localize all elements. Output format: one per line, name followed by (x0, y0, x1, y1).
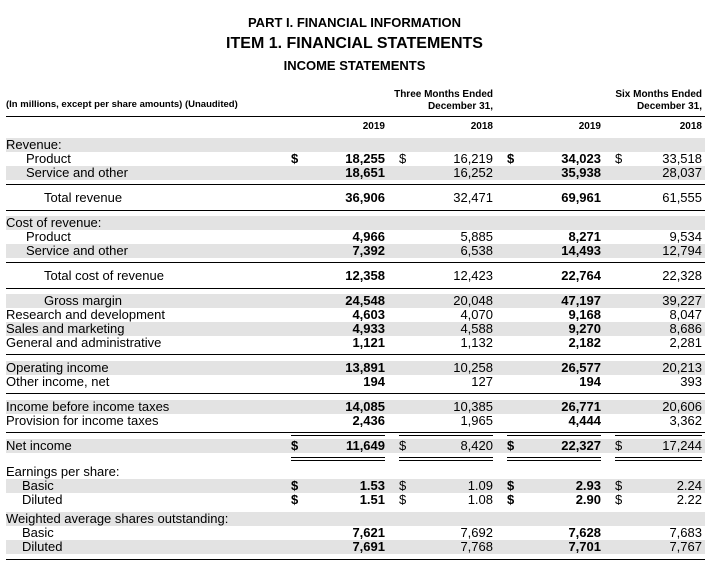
six-months-header-line1: Six Months Ended (615, 89, 702, 100)
table-row (6, 308, 705, 322)
cell-value: 11,649 (345, 438, 385, 453)
currency-symbol: $ (399, 492, 407, 507)
table-row (6, 414, 705, 428)
cell-value: 35,938 (561, 165, 601, 180)
cell-value: 1,965 (460, 413, 493, 428)
table-row (6, 493, 705, 507)
table-row (6, 216, 705, 230)
cell-value: 9,534 (669, 229, 702, 244)
cell-value: 2,436 (352, 413, 385, 428)
cell-value: 13,891 (345, 360, 385, 375)
column-rule (507, 435, 601, 436)
row-label: Weighted average shares outstanding: (6, 511, 229, 526)
cell-value: 20,048 (453, 293, 493, 308)
table-row (6, 269, 705, 283)
row-label: Total revenue (44, 190, 123, 205)
cell-value: 127 (471, 374, 493, 389)
cell-value: 4,603 (352, 307, 385, 322)
year-col-1: 2019 (362, 121, 385, 132)
cell-value: 12,794 (662, 243, 702, 258)
currency-symbol: $ (507, 438, 515, 453)
cell-value: 2,182 (568, 335, 601, 350)
six-months-header-line2: December 31, (636, 101, 702, 112)
column-rule (507, 457, 601, 458)
row-label: Service and other (26, 165, 128, 180)
cell-value: 14,493 (561, 243, 601, 258)
table-row (6, 479, 705, 493)
column-rule (291, 457, 385, 458)
cell-value: 12,358 (345, 268, 385, 283)
cell-value: 7,767 (669, 539, 702, 554)
cell-value: 34,023 (561, 151, 601, 166)
row-label: Gross margin (44, 293, 123, 308)
column-rule (399, 460, 493, 461)
currency-symbol: $ (615, 438, 623, 453)
cell-value: 1.09 (467, 478, 493, 493)
currency-symbol: $ (507, 478, 515, 493)
row-label: Sales and marketing (6, 321, 125, 336)
row-divider (6, 262, 705, 263)
row-label: Operating income (6, 360, 109, 375)
cell-value: 20,213 (662, 360, 702, 375)
cell-value: 393 (680, 374, 702, 389)
cell-value: 5,885 (460, 229, 493, 244)
column-rule (291, 435, 385, 436)
cell-value: 4,933 (352, 321, 385, 336)
column-rule (291, 460, 385, 461)
cell-value: 8,686 (669, 321, 702, 336)
cell-value: 8,271 (568, 229, 601, 244)
row-label: Basic (22, 525, 54, 540)
currency-symbol: $ (615, 151, 623, 166)
row-label: Diluted (22, 539, 63, 554)
cell-value: 24,548 (345, 293, 385, 308)
cell-value: 2.90 (575, 492, 601, 507)
cell-value: 26,771 (561, 399, 601, 414)
cell-value: 6,538 (460, 243, 493, 258)
row-label: Service and other (26, 243, 128, 258)
cell-value: 2.93 (575, 478, 601, 493)
year-col-3: 2019 (578, 121, 601, 132)
cell-value: 2,281 (669, 335, 702, 350)
column-rule (615, 457, 702, 458)
cell-value: 22,764 (561, 268, 601, 283)
cell-value: 9,270 (568, 321, 601, 336)
cell-value: 7,701 (568, 539, 601, 554)
table-row (6, 322, 705, 336)
cell-value: 4,966 (352, 229, 385, 244)
cell-value: 18,255 (345, 151, 385, 166)
cell-value: 194 (363, 374, 385, 389)
cell-value: 12,423 (453, 268, 493, 283)
table-row (6, 512, 705, 526)
cell-value: 47,197 (561, 293, 601, 308)
cell-value: 8,420 (460, 438, 493, 453)
three-months-header-line1: Three Months Ended (394, 89, 493, 100)
row-divider (6, 432, 705, 433)
part-title: PART I. FINANCIAL INFORMATION (247, 15, 462, 30)
cell-value: 7,683 (669, 525, 702, 540)
row-divider (6, 393, 705, 394)
item-title: ITEM 1. FINANCIAL STATEMENTS (226, 35, 483, 52)
three-months-header-line2: December 31, (427, 101, 493, 112)
header-rule (6, 116, 705, 117)
table-row (6, 191, 705, 205)
cell-value: 1,132 (460, 335, 493, 350)
cell-value: 1.53 (359, 478, 385, 493)
statement-title: INCOME STATEMENTS (283, 58, 426, 73)
cell-value: 194 (579, 374, 601, 389)
cell-value: 9,168 (568, 307, 601, 322)
cell-value: 10,258 (453, 360, 493, 375)
cell-value: 33,518 (662, 151, 702, 166)
cell-value: 7,621 (352, 525, 385, 540)
cell-value: 1.08 (467, 492, 493, 507)
currency-symbol: $ (399, 478, 407, 493)
column-rule (615, 435, 702, 436)
row-label: Earnings per share: (6, 464, 120, 479)
six-months-header (615, 89, 702, 113)
table-row (6, 465, 705, 479)
table-row (6, 166, 705, 180)
cell-value: 17,244 (662, 438, 702, 453)
cell-value: 28,037 (662, 165, 702, 180)
currency-symbol: $ (399, 438, 407, 453)
row-divider (6, 184, 705, 185)
cell-value: 22,328 (662, 268, 702, 283)
row-label: Provision for income taxes (6, 413, 159, 428)
cell-value: 36,906 (345, 190, 385, 205)
row-label: General and administrative (6, 335, 162, 350)
row-label: Other income, net (6, 374, 110, 389)
cell-value: 4,070 (460, 307, 493, 322)
cell-value: 20,606 (662, 399, 702, 414)
cell-value: 7,628 (568, 525, 601, 540)
cell-value: 4,444 (568, 413, 601, 428)
cell-value: 18,651 (345, 165, 385, 180)
row-label: Cost of revenue: (6, 215, 102, 230)
table-note: (In millions, except per share amounts) (Unaudited) (6, 99, 238, 110)
cell-value: 2.24 (676, 478, 702, 493)
cell-value: 22,327 (561, 438, 601, 453)
row-label: Revenue: (6, 137, 62, 152)
table-row (6, 244, 705, 258)
cell-value: 7,692 (460, 525, 493, 540)
row-label: Product (26, 229, 71, 244)
cell-value: 3,362 (669, 413, 702, 428)
cell-value: 16,219 (453, 151, 493, 166)
cell-value: 61,555 (662, 190, 702, 205)
cell-value: 2.22 (676, 492, 702, 507)
table-row (6, 336, 705, 350)
row-label: Research and development (6, 307, 165, 322)
cell-value: 7,691 (352, 539, 385, 554)
column-rule (399, 457, 493, 458)
cell-value: 7,768 (460, 539, 493, 554)
row-divider (6, 559, 705, 560)
year-col-2: 2018 (470, 121, 493, 132)
row-label: Product (26, 151, 71, 166)
table-row (6, 439, 705, 453)
cell-value: 14,085 (345, 399, 385, 414)
column-rule (399, 435, 493, 436)
cell-value: 1.51 (359, 492, 385, 507)
table-row (6, 526, 705, 540)
row-label: Total cost of revenue (44, 268, 164, 283)
currency-symbol: $ (291, 151, 299, 166)
cell-value: 8,047 (669, 307, 702, 322)
cell-value: 4,588 (460, 321, 493, 336)
cell-value: 39,227 (662, 293, 702, 308)
cell-value: 69,961 (561, 190, 601, 205)
currency-symbol: $ (291, 438, 299, 453)
table-row (6, 540, 705, 554)
row-label: Income before income taxes (6, 399, 170, 414)
cell-value: 16,252 (453, 165, 493, 180)
table-row (6, 294, 705, 308)
row-divider (6, 210, 705, 211)
currency-symbol: $ (507, 151, 515, 166)
currency-symbol: $ (615, 478, 623, 493)
row-label: Net income (6, 438, 72, 453)
currency-symbol: $ (615, 492, 623, 507)
year-col-4: 2018 (679, 121, 702, 132)
column-rule (615, 460, 702, 461)
table-row (6, 400, 705, 414)
cell-value: 32,471 (453, 190, 493, 205)
row-label: Diluted (22, 492, 63, 507)
currency-symbol: $ (291, 492, 299, 507)
table-row (6, 138, 705, 152)
currency-symbol: $ (399, 151, 407, 166)
cell-value: 10,385 (453, 399, 493, 414)
cell-value: 1,121 (352, 335, 385, 350)
cell-value: 26,577 (561, 360, 601, 375)
row-label: Basic (22, 478, 54, 493)
row-divider (6, 288, 705, 289)
table-row (6, 361, 705, 375)
cell-value: 7,392 (352, 243, 385, 258)
currency-symbol: $ (507, 492, 515, 507)
column-rule (507, 460, 601, 461)
currency-symbol: $ (291, 478, 299, 493)
table-row (6, 375, 705, 389)
table-row (6, 152, 705, 166)
three-months-header (394, 89, 493, 113)
table-row (6, 230, 705, 244)
row-divider (6, 354, 705, 355)
